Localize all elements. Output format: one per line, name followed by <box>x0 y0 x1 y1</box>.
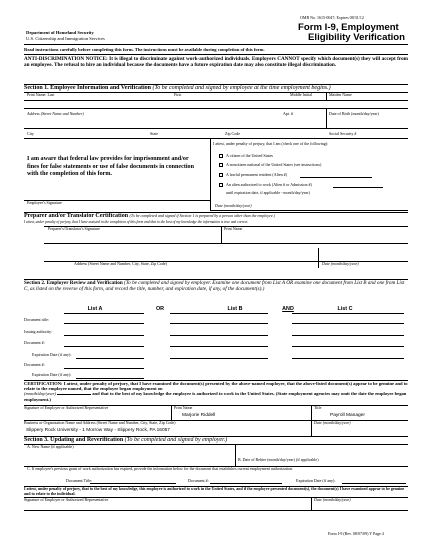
list-c-expiration-field[interactable] <box>292 358 404 359</box>
document-number-label: Document #: <box>24 340 45 345</box>
instructions-text: Read instructions carefully before completing this form. The instructions must be available during completion of this form. <box>24 47 265 52</box>
apt-label: Apt. # <box>283 111 293 116</box>
section3-note: (To be completed and signed by employer.) <box>124 437 228 443</box>
title-label: Title <box>314 405 322 410</box>
admission-number-field[interactable] <box>333 187 383 188</box>
city-label: City <box>27 131 34 136</box>
print-name-label: Print Name <box>174 405 193 410</box>
preparer-address-label: Address (Street Name and Number, City, State, Zip Code) <box>74 261 168 266</box>
section2-note: (To be completed and signed by employer. Examine one document from List A OR examine one document from List B and one from List C, as listed on the reverse of this form, and record the title, number, and expiration date, if any, of the document(s).) <box>24 280 405 292</box>
name-field-line[interactable] <box>24 100 408 101</box>
maiden-name-label: Maiden Name <box>329 92 352 97</box>
divider <box>311 497 312 510</box>
noncitizen-national-checkbox[interactable] <box>219 163 223 167</box>
list-c-doc-number-field[interactable] <box>292 346 404 347</box>
list-a-heading: List A <box>87 306 103 312</box>
attest-intro: I attest, under penalty of perjury, that I am (check one of the following): <box>213 141 329 146</box>
document-title-label: Document title: <box>24 317 49 322</box>
preparer-heading <box>24 213 275 220</box>
preparer-title: Preparer and/or Translator Certification <box>24 213 129 219</box>
expiration-date-label: Expiration Date (if any): <box>32 352 72 357</box>
business-value[interactable]: Slippery Rock University - 1 Morrow Way - Slippery Rock, PA 16057 <box>26 428 170 433</box>
preparer-signature-label: Preparer's/Translator's Signature <box>48 226 100 231</box>
section3-expiration-label: Expiration Date (if any): <box>296 478 336 483</box>
divider <box>311 420 312 436</box>
section3-heading <box>24 437 227 444</box>
and-label: AND <box>282 306 294 312</box>
employment-start-date-field[interactable] <box>57 391 91 395</box>
list-b-issuing-field[interactable] <box>170 335 268 336</box>
employee-date-label: Date (month/day/year) <box>215 203 252 208</box>
divider <box>24 54 408 55</box>
section3-expiration-field[interactable] <box>342 483 406 484</box>
section3-doc-title-label: Document Title: <box>66 478 93 483</box>
list-a-expiration-2-field[interactable] <box>76 378 144 379</box>
section3-title: Section 3. Updating and Reverification <box>24 437 124 443</box>
section3-doc-number-field[interactable] <box>210 483 282 484</box>
divider <box>311 405 312 421</box>
section3-signature-label: Signature of Employer or Authorized Representative <box>24 497 109 502</box>
omb-number: OMB No. 1615-0047; Expires 08/31/12 <box>300 15 364 20</box>
agency-name: U.S. Citizenship and Immigration Services <box>26 36 105 41</box>
list-b-heading: List B <box>227 306 243 312</box>
divider <box>326 92 327 100</box>
section-rule <box>24 510 408 511</box>
preparer-text: I attest, under penalty of perjury, that I have assisted in the completion of this form and that to the best of my knowledge the information is true and correct. <box>24 220 249 224</box>
title-value[interactable]: Payroll Manager <box>330 413 365 418</box>
form-footer: Form I-9 (Rev. 08/07/09) Y Page 4 <box>328 531 384 536</box>
divider <box>210 210 408 211</box>
list-b-expiration-field[interactable] <box>170 358 268 359</box>
expiration-date-2-label: Expiration Date (if any): <box>32 372 72 377</box>
list-a-doc-title-field[interactable] <box>64 323 144 324</box>
alien-authorized-label: An alien authorized to work (Alien # or Admission #) <box>226 182 312 187</box>
employer-signature-label: Signature of Employer or Authorized Representative <box>24 405 109 410</box>
section1-title: Section 1. Employee Information and Verification <box>24 85 151 91</box>
divider <box>24 138 408 139</box>
list-a-doc-number-field[interactable] <box>64 346 144 347</box>
section3-attestation: I attest, under penalty of perjury, that to the best of my knowledge, this employee is authorized to work in the United States, and if the employee presented document(s), the document(s) I have examined appear to be genuine and to relate to the individual. <box>24 486 405 496</box>
employee-signature-line[interactable] <box>24 200 210 201</box>
list-a-expiration-field[interactable] <box>76 358 144 359</box>
list-c-underline <box>292 313 404 314</box>
middle-initial-label: Middle Initial <box>290 92 313 97</box>
state-label: State <box>150 131 158 136</box>
section3-doc-title-field[interactable] <box>90 483 176 484</box>
list-a-underline <box>64 313 144 314</box>
alien-authorized-checkbox[interactable] <box>219 183 223 187</box>
preparer-name-field[interactable] <box>44 243 408 244</box>
department-name: Department of Homeland Security <box>26 30 94 35</box>
print-name-label: Print Name: Last <box>27 92 55 97</box>
list-a-doc-number-2-field[interactable] <box>64 368 144 369</box>
list-b-doc-number-field[interactable] <box>170 346 268 347</box>
list-a-issuing-field[interactable] <box>64 335 144 336</box>
list-c-doc-title-field[interactable] <box>292 323 404 324</box>
preparer-note: (To be completed and signed if Section 1 is prepared by a person other than the employee.) <box>129 213 275 218</box>
alien-number-field[interactable] <box>300 177 372 178</box>
divider <box>326 108 327 128</box>
certification-text <box>24 381 410 402</box>
address-field-line[interactable] <box>24 108 408 109</box>
print-name-value[interactable]: Marjorie Riddell <box>182 413 216 418</box>
section2-heading <box>24 281 408 293</box>
header-rule <box>24 44 408 45</box>
section3-doc-number-label: Document #: <box>188 478 209 483</box>
preparer-date-label: Date (month/day/year) <box>322 261 359 266</box>
divider <box>235 444 236 466</box>
certification-text-part2: and that to the best of my knowledge the employee is authorized to work in the United States. (State employment agencies may omit the date the employee began employment.) <box>24 391 407 402</box>
form-title: Form I-9, Employment <box>298 22 399 33</box>
expiration-label: until expiration date, if applicable - month/day/year) <box>226 190 310 195</box>
document-number-2-label: Document #: <box>24 362 45 367</box>
list-b-doc-title-field[interactable] <box>170 323 268 324</box>
divider <box>318 248 319 268</box>
first-name-label: First <box>174 92 182 97</box>
rehire-date-label: B. Date of Rehire (month/day/year) (if applicable) <box>238 457 319 462</box>
section3-date-label: Date (month/day/year) <box>314 497 351 502</box>
certification-date-hint: (month/day/year) <box>24 391 56 397</box>
dob-label: Date of Birth (month/day/year) <box>329 111 379 116</box>
divider <box>221 226 222 243</box>
permanent-resident-checkbox[interactable] <box>219 173 223 177</box>
issuing-authority-label: Issuing authority: <box>24 329 53 334</box>
noncitizen-national-label: A noncitizen national of the United States (see instructions) <box>226 162 322 167</box>
address-label: Address (Street Name and Number) <box>27 111 84 116</box>
list-b-underline <box>170 313 268 314</box>
form-subtitle: Eligibility Verification <box>308 32 406 43</box>
employer-date-label: Date (month/day/year) <box>314 420 351 425</box>
city-field-line[interactable] <box>24 128 408 129</box>
section2-title: Section 2. Employer Review and Verification <box>24 280 123 286</box>
divider <box>210 138 211 210</box>
section1-heading <box>24 85 331 92</box>
citizen-checkbox[interactable] <box>219 154 223 158</box>
section1-note: (To be completed and signed by employee at the time employment begins.) <box>152 85 331 91</box>
citizen-label: A citizen of the United States <box>226 153 273 158</box>
zip-label: Zip Code <box>225 131 240 136</box>
certification-text-part1: CERTIFICATION: I attest, under penalty of perjury, that I have examined the document(s) presented by the above-named employee, that the above-listed document(s) appear to be genuine and to relate to the employee named, that the employee began employment on <box>24 381 408 392</box>
section3-c-text: C. If employee's previous grant of work authorization has expired, provide the information below for the document that establishes current employment authorization. <box>27 466 293 471</box>
employee-signature-label: Employee's Signature <box>27 200 62 205</box>
list-c-heading: List C <box>337 306 353 312</box>
list-c-issuing-field[interactable] <box>292 335 404 336</box>
divider <box>171 405 172 421</box>
permanent-resident-label: A lawful permanent resident (Alien #) <box>226 172 287 177</box>
business-label: Business or Organization Name and Address (Street Name and Number, City, State, Zip Code) <box>24 420 176 425</box>
divider <box>24 444 408 445</box>
preparer-print-name-label: Print Name <box>224 226 243 231</box>
new-name-label: A. New Name (if applicable) <box>27 444 74 449</box>
or-label: OR <box>155 306 165 312</box>
anti-discrimination-notice: ANTI-DISCRIMINATION NOTICE: It is illegal to discriminate against work-authorized individuals. Employers CANNOT specify which document(s) they will accept from an employee. The refusal to hire an individual because the documents have a future expiration date may also constitute illegal discrimination. <box>24 56 408 68</box>
ssn-label: Social Security # <box>329 131 357 136</box>
attestation-text: I am aware that federal law provides for imprisonment and/or fines for false statements or use of false documents in connection with the completion of this form. <box>27 156 194 178</box>
